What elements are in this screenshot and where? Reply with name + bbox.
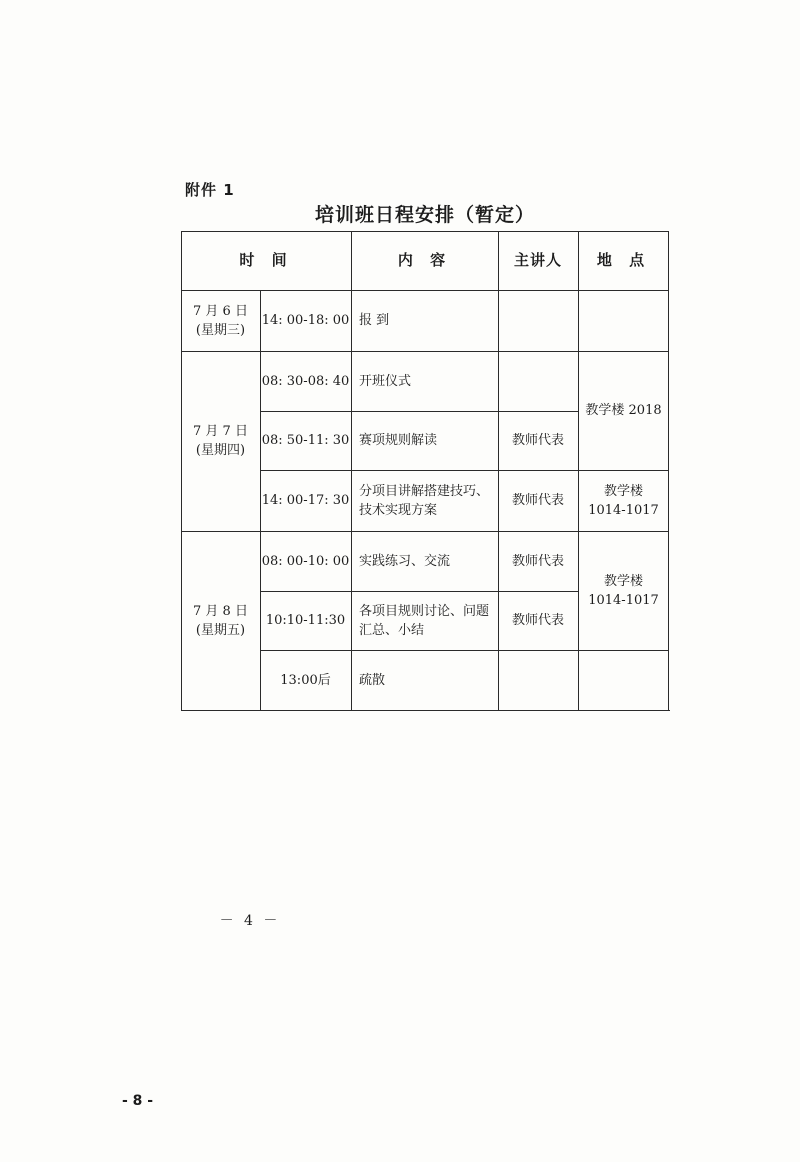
content-cell: 分项目讲解搭建技巧、 技术实现方案 (359, 483, 490, 518)
header-speaker: 主讲人 (513, 251, 562, 269)
place-cell: 教学楼 2018 (585, 403, 662, 418)
schedule-table (181, 231, 669, 711)
time-cell: 10:10-11:30 (265, 613, 346, 628)
content-cell: 疏散 (359, 672, 386, 688)
date-cell: 7 月 6 日 (星期三) (193, 303, 248, 338)
speaker-cell: 教师代表 (511, 613, 564, 628)
place-cell (578, 290, 669, 351)
date-cell: 7 月 7 日 (星期四) (193, 424, 248, 458)
header-time: 时 间 (239, 251, 293, 269)
time-content-divider (351, 231, 352, 711)
attachment-label: 附件 1 (185, 181, 235, 199)
place-cell (578, 650, 669, 710)
header-content: 内 容 (397, 251, 452, 269)
document-title: 培训班日程安排（暂定） (314, 204, 535, 226)
speaker-cell: 教师代表 (511, 433, 564, 448)
speaker-cell: 教师代表 (511, 553, 564, 569)
speaker-cell (498, 650, 578, 710)
header-place: 地 点 (596, 251, 651, 269)
time-cell: 08: 50-11: 30 (261, 433, 350, 448)
content-cell: 报 到 (359, 313, 390, 328)
speaker-cell: 教师代表 (511, 493, 564, 508)
place-cell: 教学楼 1014-1017 (588, 573, 659, 608)
time-cell: 14: 00-18: 00 (261, 313, 350, 328)
content-cell: 各项目规则讨论、问题 汇总、小结 (359, 603, 490, 638)
speaker-cell (498, 351, 578, 411)
inner-page-number: － 4 － (219, 913, 281, 929)
date-cell: 7 月 8 日 (星期五) (193, 604, 248, 638)
time-cell: 13:00后 (280, 672, 331, 688)
time-cell: 08: 00-10: 00 (261, 553, 350, 569)
time-cell: 08: 30-08: 40 (261, 373, 350, 389)
content-cell: 开班仪式 (359, 373, 412, 389)
place-cell: 教学楼 1014-1017 (588, 483, 659, 518)
content-cell: 实践练习、交流 (359, 553, 451, 569)
speaker-cell (498, 290, 578, 351)
outer-page-number: - 8 - (122, 1093, 154, 1109)
time-cell: 14: 00-17: 30 (261, 493, 350, 508)
content-cell: 赛项规则解读 (359, 433, 438, 448)
